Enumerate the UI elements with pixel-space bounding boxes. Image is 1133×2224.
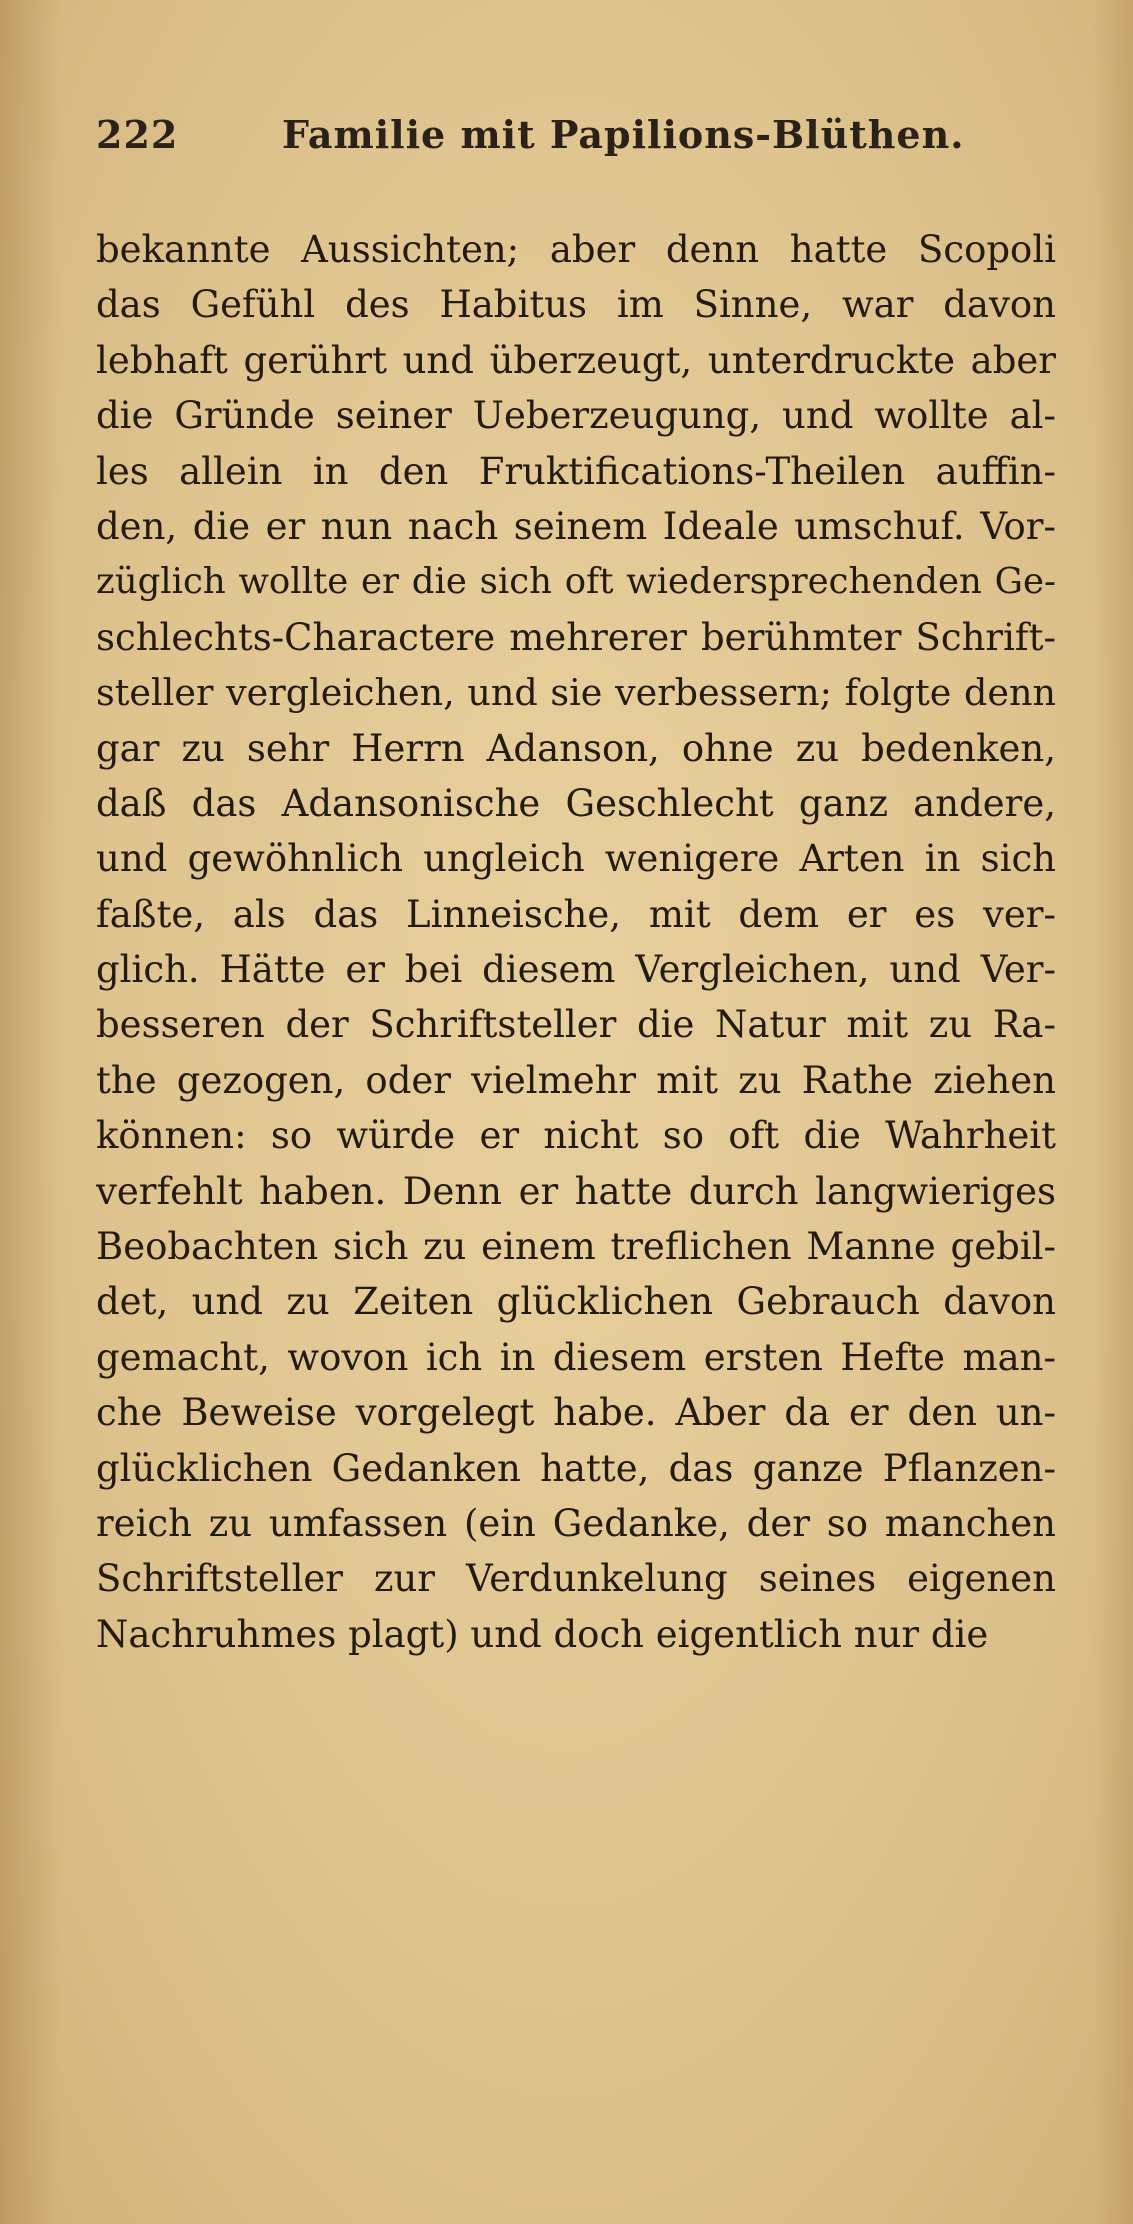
text-line: Beobachten sich zu einem treflichen Manne gebil-	[96, 1225, 1056, 1269]
text-line: lebhaft gerührt und überzeugt, unterdruckte aber	[96, 338, 1056, 382]
text-line: gar zu sehr Herrn Adanson, ohne zu bedenken,	[96, 726, 1056, 770]
text-line: che Beweise vorgelegt habe. Aber da er den un-	[96, 1391, 1056, 1435]
text-line: schlechts-Charactere mehrerer berühmter Schrift-	[96, 615, 1056, 659]
text-line: daß das Adansonische Geschlecht ganz andere,	[96, 781, 1056, 825]
text-line: die Gründe seiner Ueberzeugung, und wollte al-	[96, 394, 1056, 438]
text-line: den, die er nun nach seinem Ideale umschuf. Vor-	[96, 504, 1056, 548]
page-header	[96, 112, 1056, 172]
text-line: das Gefühl des Habitus im Sinne, war davon	[96, 283, 1056, 327]
text-line: und gewöhnlich ungleich wenigere Arten in sich	[96, 837, 1056, 881]
text-line: the gezogen, oder vielmehr mit zu Rathe ziehen	[96, 1058, 1056, 1102]
text-line: Schriftsteller zur Verdunkelung seines eigenen	[96, 1557, 1056, 1601]
body-text	[96, 222, 1056, 1662]
text-line: les allein in den Fruktifications-Theilen auffin-	[96, 449, 1056, 493]
text-line: reich zu umfassen (ein Gedanke, der so manchen	[96, 1501, 1056, 1545]
text-line: züglich wollte er die sich oft wiedersprechenden Ge-	[96, 561, 1056, 603]
text-line: det, und zu Zeiten glücklichen Gebrauch davon	[96, 1280, 1056, 1324]
text-line: Nachruhmes plagt) und doch eigentlich nur die	[96, 1612, 989, 1656]
text-line: können: so würde er nicht so oft die Wahrheit	[96, 1114, 1056, 1158]
text-line: glücklichen Gedanken hatte, das ganze Pflanzen-	[96, 1446, 1056, 1490]
text-line: besseren der Schriftsteller die Natur mit zu Ra-	[96, 1003, 1056, 1047]
text-line: faßte, als das Linneische, mit dem er es ver-	[96, 892, 1056, 936]
text-line: glich. Hätte er bei diesem Vergleichen, und Ver-	[96, 948, 1056, 992]
text-line: bekannte Aussichten; aber denn hatte Scopoli	[96, 228, 1056, 271]
text-line: gemacht, wovon ich in diesem ersten Hefte man-	[96, 1335, 1056, 1379]
text-line: verfehlt haben. Denn er hatte durch langwieriges	[96, 1169, 1056, 1213]
text-line: steller vergleichen, und sie verbessern; folgte denn	[96, 671, 1056, 715]
page-number: 222	[96, 112, 179, 157]
running-title: Familie mit Papilions-Blüthen.	[282, 112, 965, 157]
